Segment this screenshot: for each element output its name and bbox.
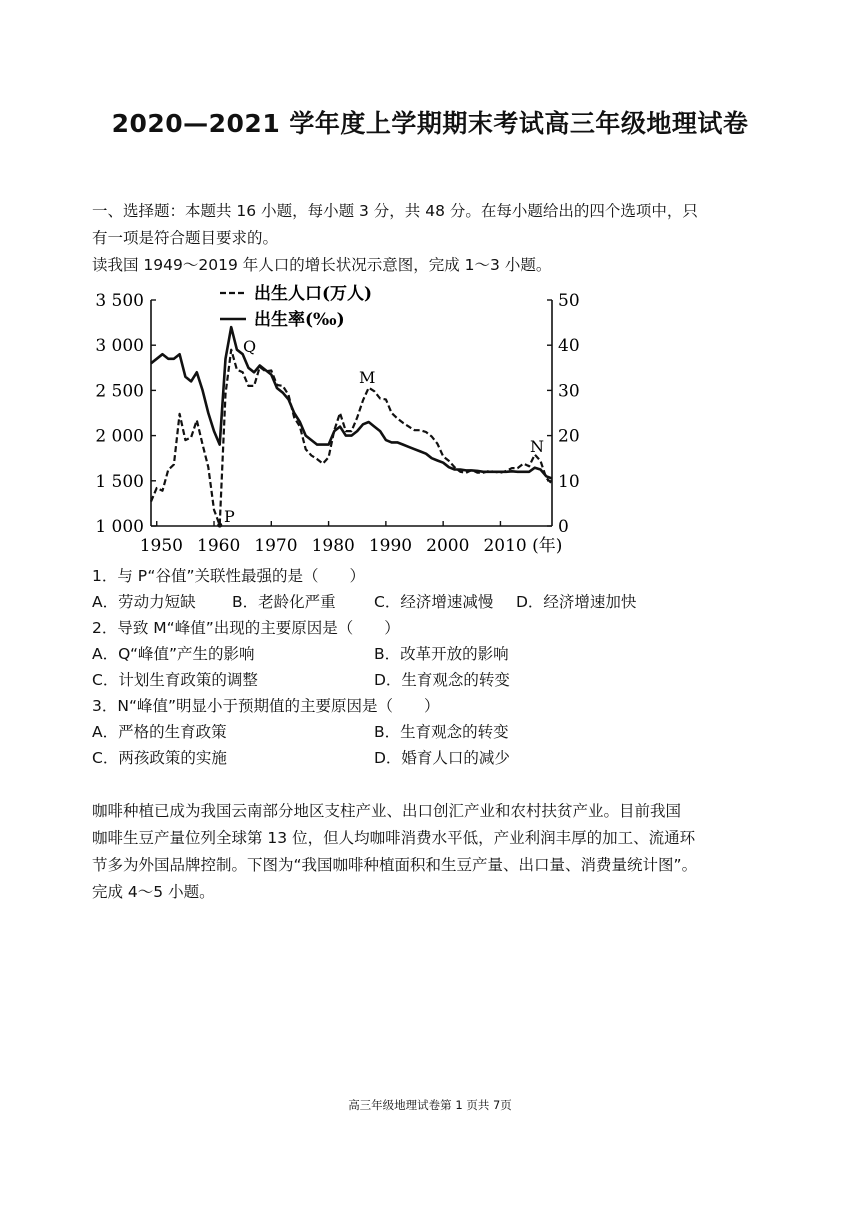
- annotation-q: Q: [243, 337, 257, 356]
- annotation-p: P: [224, 507, 235, 526]
- valley-marker: [217, 523, 222, 528]
- x-tick-label: 1990: [368, 536, 413, 556]
- birth-rate-line: [151, 327, 552, 478]
- legend-births: 出生人口(万人): [254, 284, 373, 304]
- x-tick-label: 2000: [426, 536, 470, 556]
- annotation-n: N: [530, 437, 544, 456]
- passage-line-3: 节多为外国品牌控制。下图为“我国咖啡种植面积和生豆产量、出口量、消费量统计图”。: [92, 856, 698, 874]
- x-tick-label: 2010 (年): [483, 536, 563, 556]
- question-3-stem: 3．N“峰值”明显小于预期值的主要原因是（ ）: [92, 697, 440, 715]
- x-tick-label: 1980: [311, 536, 355, 556]
- left-axis-ticks: [95, 291, 156, 537]
- page-title: 2020—2021 学年度上学期期末考试高三年级地理试卷: [111, 109, 749, 138]
- right-tick-label: 40: [558, 336, 580, 357]
- passage-line-4: 完成 4～5 小题。: [92, 883, 215, 901]
- chart-series: [151, 327, 552, 527]
- chart-annotations: [224, 337, 544, 526]
- left-tick-label: 1 000: [95, 517, 144, 537]
- right-tick-label: 30: [558, 381, 580, 402]
- section-heading-line2: 有一项是符合题目要求的。: [92, 229, 279, 247]
- passage-line-2: 咖啡生豆产量位列全球第 13 位，但人均咖啡消费水平低，产业利润丰厚的加工、流通环: [92, 829, 696, 847]
- q1-option-b: B．老龄化严重: [232, 593, 336, 611]
- left-tick-label: 1 500: [95, 471, 144, 492]
- left-tick-label: 3 000: [95, 336, 144, 357]
- legend-rate: 出生率(‰): [254, 310, 345, 330]
- passage-line-1: 咖啡种植已成为我国云南部分地区支柱产业、出口创汇产业和农村扶贫产业。目前我国: [92, 802, 682, 820]
- q3-option-a: A．严格的生育政策: [92, 723, 227, 741]
- left-tick-label: 2 000: [95, 426, 144, 447]
- q3-option-b: B．生育观念的转变: [374, 723, 509, 741]
- q1-option-a: A．劳动力短缺: [92, 593, 196, 611]
- chart-intro: 读我国 1949～2019 年人口的增长状况示意图，完成 1～3 小题。: [92, 256, 552, 274]
- q1-option-d: D．经济增速加快: [516, 593, 637, 611]
- page-footer: 高三年级地理试卷第 1 页共 7页: [348, 1098, 512, 1112]
- right-tick-label: 50: [558, 291, 580, 311]
- x-tick-label: 1950: [139, 536, 183, 556]
- q3-option-c: C．两孩政策的实施: [92, 749, 227, 767]
- right-tick-label: 10: [558, 471, 580, 492]
- q2-option-d: D．生育观念的转变: [374, 671, 510, 689]
- right-tick-label: 20: [558, 426, 580, 447]
- population-chart: [86, 282, 596, 562]
- q3-option-d: D．婚育人口的减少: [374, 749, 510, 767]
- q1-option-c: C．经济增速减慢: [374, 593, 494, 611]
- births-line: [151, 350, 552, 525]
- left-tick-label: 2 500: [95, 381, 144, 402]
- question-1-stem: 1．与 P“谷值”关联性最强的是（ ）: [92, 567, 365, 585]
- x-tick-label: 1970: [254, 536, 298, 556]
- annotation-m: M: [359, 368, 376, 387]
- q2-option-c: C．计划生育政策的调整: [92, 671, 258, 689]
- section-heading-line1: 一、选择题：本题共 16 小题，每小题 3 分，共 48 分。在每小题给出的四个选项中，只: [92, 202, 698, 220]
- right-tick-label: 0: [558, 517, 569, 537]
- chart-legend: [220, 283, 372, 330]
- left-tick-label: 3 500: [95, 291, 144, 311]
- q2-option-a: A．Q“峰值”产生的影响: [92, 645, 255, 663]
- question-2-stem: 2．导致 M“峰值”出现的主要原因是（ ）: [92, 619, 400, 637]
- x-tick-label: 1960: [197, 536, 241, 556]
- q2-option-b: B．改革开放的影响: [374, 645, 509, 663]
